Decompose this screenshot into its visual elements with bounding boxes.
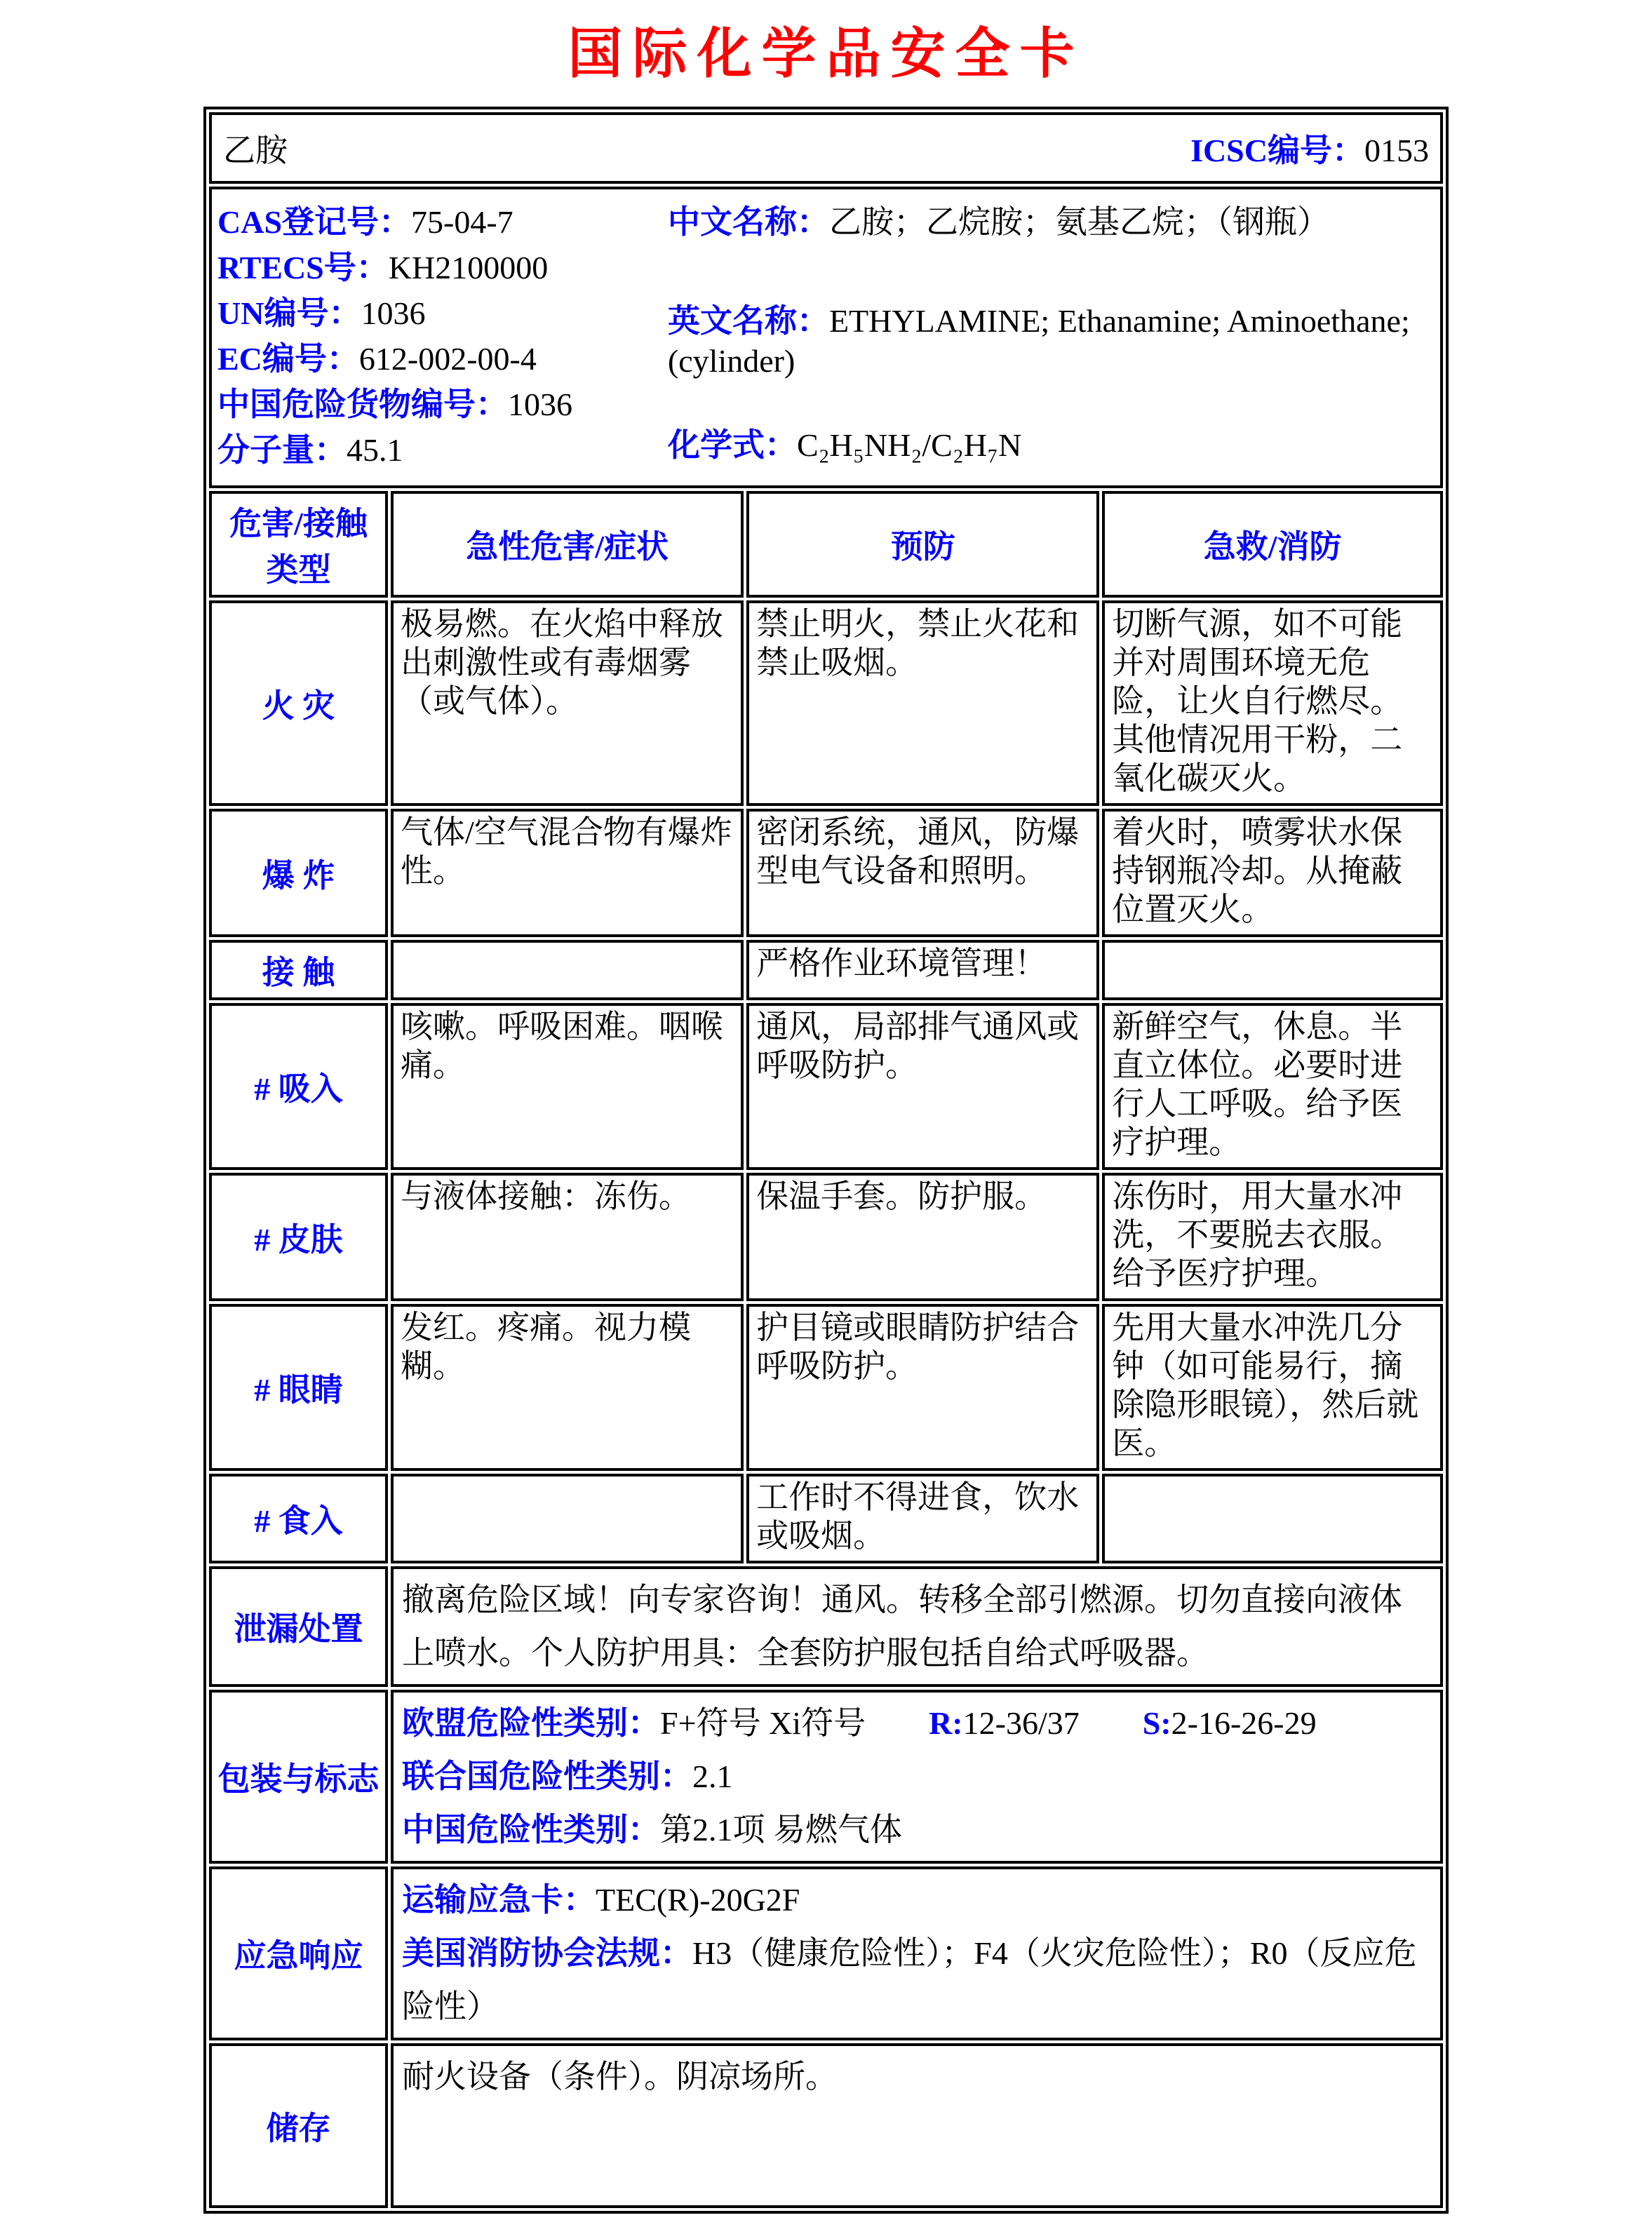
china-dg-number-line xyxy=(217,382,668,427)
ingestion-prevention: 工作时不得进食，饮水或吸烟。 xyxy=(746,1474,1099,1563)
packaging-cell xyxy=(391,1690,1443,1864)
emergency-row xyxy=(209,1866,1443,2040)
nfpa-value: H3（健康危险性）；F4（火灾危险性）；R0（反应危险性） xyxy=(402,1935,1417,2024)
inhalation-symptoms: 咳嗽。呼吸困难。咽喉痛。 xyxy=(391,1003,744,1170)
contact-label: 接 触 xyxy=(209,940,388,1000)
hazard-row-explosion xyxy=(209,809,1443,937)
hazard-row-skin xyxy=(209,1173,1443,1301)
hazard-header-symptoms: 急性危害/症状 xyxy=(391,491,744,598)
tec-value: TEC(R)-20G2F xyxy=(596,1882,800,1918)
substance-name: 乙胺 xyxy=(223,133,288,168)
eu-class-value: F+符号 Xi符号 xyxy=(660,1705,866,1741)
skin-prevention: 保温手套。防护服。 xyxy=(746,1173,1099,1301)
card-header-row xyxy=(209,112,1443,184)
spill-row xyxy=(209,1566,1443,1687)
eu-class-line xyxy=(402,1697,1432,1750)
inhalation-label: # 吸入 xyxy=(209,1003,388,1170)
emergency-cell xyxy=(391,1866,1443,2040)
skin-symptoms: 与液体接触：冻伤。 xyxy=(391,1173,744,1301)
hazard-header-row xyxy=(209,491,1443,598)
fire-label: 火 灾 xyxy=(209,600,388,806)
contact-response xyxy=(1102,940,1443,1000)
storage-row xyxy=(209,2043,1443,2208)
nfpa-label: 美国消防协会法规： xyxy=(402,1935,693,1971)
cas-value: 75-04-7 xyxy=(411,204,513,240)
hazard-header-type: 危害/接触类型 xyxy=(209,491,388,598)
un-class-label: 联合国危险性类别： xyxy=(402,1758,693,1794)
eyes-response: 先用大量水冲洗几分钟（如可能易行，摘除隐形眼镜），然后就医。 xyxy=(1102,1304,1443,1471)
skin-response: 冻伤时，用大量水冲洗，不要脱去衣服。给予医疗护理。 xyxy=(1102,1173,1443,1301)
chinese-name-value: 乙胺；乙烷胺；氨基乙烷；（钢瓶） xyxy=(828,204,1329,240)
eyes-label: # 眼睛 xyxy=(209,1304,388,1471)
ec-label: EC编号： xyxy=(217,341,359,377)
contact-prevention: 严格作业环境管理！ xyxy=(746,940,1099,1000)
rtecs-value: KH2100000 xyxy=(388,250,549,285)
inhalation-prevention: 通风，局部排气通风或呼吸防护。 xyxy=(746,1003,1099,1170)
id-names-column xyxy=(668,199,1435,473)
safety-card-table xyxy=(203,107,1449,2214)
hazard-header-response: 急救/消防 xyxy=(1102,491,1443,598)
contact-symptoms xyxy=(391,940,744,1000)
cn-class-line xyxy=(402,1803,1432,1857)
inhalation-response: 新鲜空气，休息。半直立体位。必要时进行人工呼吸。给予医疗护理。 xyxy=(1102,1003,1443,1170)
skin-label: # 皮肤 xyxy=(209,1173,388,1301)
un-label: UN编号： xyxy=(217,295,361,331)
formula-line xyxy=(668,424,1435,466)
id-numbers-column xyxy=(217,199,668,473)
china-dg-value: 1036 xyxy=(508,386,572,422)
mol-weight-value: 45.1 xyxy=(347,432,403,468)
storage-text: 耐火设备（条件）。阴凉场所。 xyxy=(391,2043,1443,2208)
hazard-row-ingestion xyxy=(209,1474,1443,1563)
fire-symptoms: 极易燃。在火焰中释放出刺激性或有毒烟雾（或气体）。 xyxy=(391,600,744,806)
emergency-label: 应急响应 xyxy=(209,1866,388,2040)
ec-number-line xyxy=(217,336,668,382)
s-phrases-value: 2-16-26-29 xyxy=(1171,1705,1317,1741)
mol-weight-line xyxy=(217,427,668,473)
chinese-name-line xyxy=(668,199,1435,245)
spill-label: 泄漏处置 xyxy=(209,1566,388,1687)
hazard-row-contact xyxy=(209,940,1443,1000)
identification-row xyxy=(209,187,1443,488)
un-class-line xyxy=(402,1750,1432,1803)
packaging-row xyxy=(209,1690,1443,1864)
explosion-symptoms: 气体/空气混合物有爆炸性。 xyxy=(391,809,744,937)
s-phrases-label: S: xyxy=(1142,1705,1171,1741)
english-name-line xyxy=(668,301,1435,381)
spill-text: 撤离危险区域！向专家咨询！通风。转移全部引燃源。切勿直接向液体上喷水。个人防护用具：全套防护服包括自给式呼吸器。 xyxy=(391,1566,1443,1687)
card-header-cell xyxy=(209,112,1443,184)
cn-class-value: 第2.1项 易燃气体 xyxy=(660,1812,903,1848)
tec-line xyxy=(402,1873,1432,1927)
un-class-value: 2.1 xyxy=(692,1758,733,1794)
eyes-prevention: 护目镜或眼睛防护结合呼吸防护。 xyxy=(746,1304,1099,1471)
rtecs-label: RTECS号： xyxy=(217,250,389,285)
packaging-label: 包装与标志 xyxy=(209,1690,388,1864)
cas-label: CAS登记号： xyxy=(217,204,412,240)
explosion-response: 着火时，喷雾状水保持钢瓶冷却。从掩蔽位置灭火。 xyxy=(1102,809,1443,937)
eyes-symptoms: 发红。疼痛。视力模糊。 xyxy=(391,1304,744,1471)
hazard-header-prevention: 预防 xyxy=(746,491,1099,598)
ingestion-symptoms xyxy=(391,1474,744,1563)
formula-label: 化学式： xyxy=(667,427,797,463)
storage-label: 储存 xyxy=(209,2043,388,2208)
identification-cell xyxy=(209,187,1443,488)
icsc-number-label: ICSC编号： xyxy=(1190,133,1364,168)
nfpa-line xyxy=(402,1927,1432,2033)
explosion-prevention: 密闭系统，通风，防爆型电气设备和照明。 xyxy=(746,809,1099,937)
ec-value: 612-002-00-4 xyxy=(358,341,537,377)
r-phrases-value: 12-36/37 xyxy=(962,1705,1080,1741)
un-number-line xyxy=(217,290,668,336)
page-title: 国际化学品安全卡 xyxy=(568,23,1084,84)
explosion-label: 爆 炸 xyxy=(209,809,388,937)
fire-response: 切断气源，如不可能并对周围环境无危险，让火自行燃尽。其他情况用干粉，二氧化碳灭火。 xyxy=(1102,600,1443,806)
english-name-label: 英文名称： xyxy=(667,303,829,339)
cas-number-line xyxy=(217,199,668,245)
tec-label: 运输应急卡： xyxy=(402,1882,596,1918)
un-value: 1036 xyxy=(361,295,426,331)
hazard-row-eyes xyxy=(209,1304,1443,1471)
r-phrases-label: R: xyxy=(929,1705,963,1741)
fire-prevention: 禁止明火，禁止火花和禁止吸烟。 xyxy=(746,600,1099,806)
hazard-row-inhalation xyxy=(209,1003,1443,1170)
icsc-number xyxy=(1190,125,1429,171)
china-dg-label: 中国危险货物编号： xyxy=(217,386,508,422)
icsc-number-value: 0153 xyxy=(1364,133,1429,168)
english-name-value: ETHYLAMINE; Ethanamine; Aminoethane; (cylinder) xyxy=(667,303,1410,379)
hazard-row-fire xyxy=(209,600,1443,806)
ingestion-label: # 食入 xyxy=(209,1474,388,1563)
ingestion-response xyxy=(1102,1474,1443,1563)
rtecs-number-line xyxy=(217,245,668,290)
cn-class-label: 中国危险性类别： xyxy=(402,1812,661,1848)
mol-weight-label: 分子量： xyxy=(217,432,347,468)
chinese-name-label: 中文名称： xyxy=(667,204,829,240)
eu-class-label: 欧盟危险性类别： xyxy=(402,1705,661,1741)
formula-value: C₂H₅NH₂/C₂H₇N xyxy=(796,427,1022,463)
